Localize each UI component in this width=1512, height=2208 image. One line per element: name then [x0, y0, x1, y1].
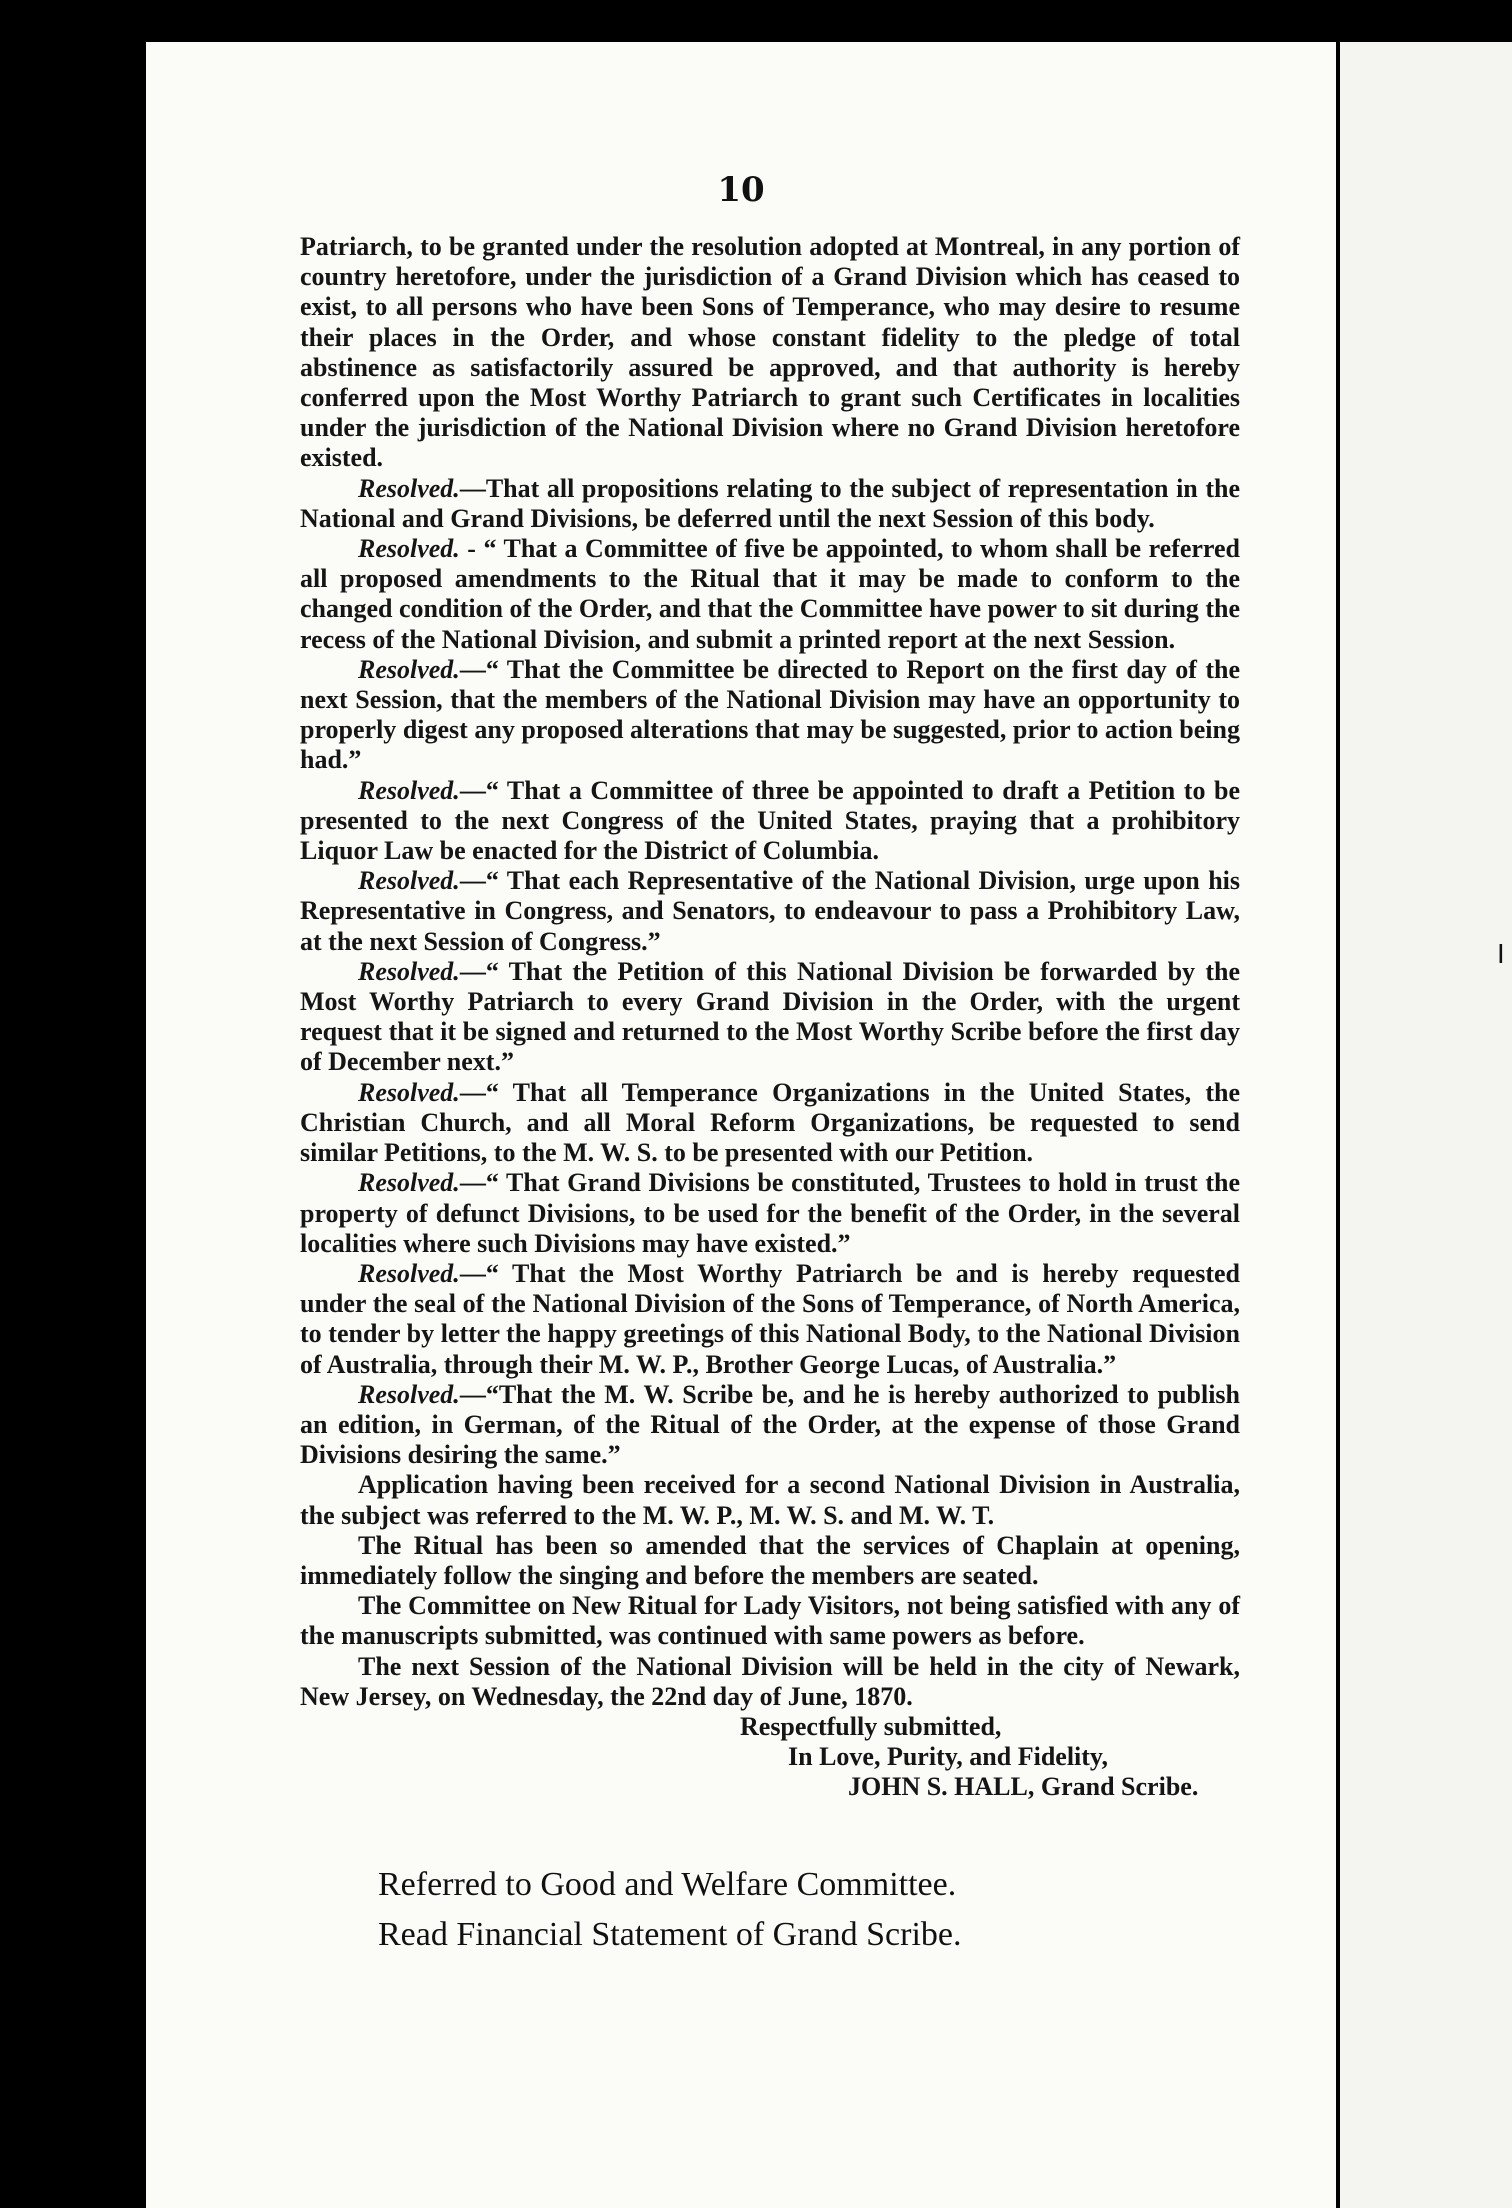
paragraph-text: The Committee on New Ritual for Lady Visitors, not being satisfied with any of the manuscripts submitted, was continued with same powers as before. [300, 1591, 1240, 1651]
resolution-text: —“ That all Temperance Organizations in the United States, the Christian Church, and all Moral Reform Organizations, be requested to send similar Petitions, to the M. W. S. to be presented with our Petition. [300, 1077, 1240, 1168]
resolved-label: Resolved. [358, 775, 460, 805]
paragraph [300, 1591, 1240, 1651]
page-number: 10 [717, 170, 765, 210]
adjacent-page-edge [1340, 42, 1512, 2208]
paragraph [300, 1470, 1240, 1530]
resolved-label: Resolved. [358, 534, 460, 564]
signature-name: JOHN S. HALL, Grand Scribe. [848, 1772, 1199, 1802]
footer-note: Referred to Good and Welfare Committee. [378, 1866, 957, 1903]
resolution [300, 1168, 1240, 1259]
resolution-text: —“ That the Most Worthy Patriarch be and is hereby requested under the seal of the National Division of the Sons of Temperance, of North America, to tender by letter the happy greetings of this National Body, to the National Division of Australia, through their M. W. P., Brother George Lucas, of Australia.” [300, 1258, 1240, 1379]
paragraph [300, 1531, 1240, 1591]
signature-block [300, 1712, 1240, 1803]
paragraph [300, 1652, 1240, 1712]
paragraph-text: The Ritual has been so amended that the services of Chaplain at opening, immediately follow the singing and before the members are seated. [300, 1530, 1240, 1590]
signature-valediction: In Love, Purity, and Fidelity, [788, 1742, 1108, 1772]
resolution-text: —“That the M. W. Scribe be, and he is hereby authorized to publish an edition, in German, of the Ritual of the Order, at the expense of those Grand Divisions desiring the same.” [300, 1379, 1240, 1470]
resolution [300, 1380, 1240, 1471]
resolution-text: —“ That the Petition of this National Division be forwarded by the Most Worthy Patriarch to every Grand Division in the Order, with the urgent request that it be signed and returned to the Most Worthy Scribe before the first day of December next.” [300, 956, 1240, 1077]
resolution [300, 1259, 1240, 1380]
resolution-text: —“ That the Committee be directed to Report on the first day of the next Session, that the members of the National Division may have an opportunity to properly digest any proposed alterations that may be suggested, prior to action being had.” [300, 654, 1240, 775]
paragraph [300, 232, 1240, 474]
resolution [300, 474, 1240, 534]
paragraph-text: Patriarch, to be granted under the resolution adopted at Montreal, in any portion of country heretofore, under the jurisdiction of a Grand Division which has ceased to exist, to all persons who have been Sons of Temperance, who may desire to resume their places in the Order, and whose constant fidelity to the pledge of total abstinence as satisfactorily assured be approved, and that authority is hereby conferred upon the Most Worthy Patriarch to grant such Certificates in localities under the jurisdiction of the National Division where no Grand Division heretofore existed. [300, 232, 1240, 473]
margin-mark: I [1497, 940, 1505, 970]
resolved-label: Resolved. [358, 1258, 460, 1288]
resolution-text: —“ That a Committee of three be appointed to draft a Petition to be presented to the next Congress of the United States, praying that a prohibitory Liquor Law be enacted for the District of Columbia. [300, 775, 1240, 866]
paragraph-text: Application having been received for a second National Division in Australia, the subject was referred to the M. W. P., M. W. S. and M. W. T. [300, 1470, 1240, 1530]
resolved-label: Resolved. [358, 956, 460, 986]
resolution [300, 534, 1240, 655]
resolution [300, 1078, 1240, 1169]
resolution [300, 655, 1240, 776]
resolution-text: - “ That a Committee of five be appointed, to whom shall be referred all proposed amendments to the Ritual that it may be made to conform to the changed condition of the Order, and that the Committee have power to sit during the recess of the National Division, and submit a printed report at the next Session. [300, 534, 1240, 654]
paragraph-text: The next Session of the National Division will be held in the city of Newark, New Jersey, on Wednesday, the 22nd day of June, 1870. [300, 1651, 1240, 1711]
resolved-label: Resolved. [358, 866, 460, 896]
resolution-text: —“ That Grand Divisions be constituted, Trustees to hold in trust the property of defunct Divisions, to be used for the benefit of the Order, in the several localities where such Divisions may have existed.” [300, 1168, 1240, 1258]
resolved-label: Resolved. [358, 654, 460, 684]
footer-notes [378, 1860, 1258, 1960]
footer-note: Read Financial Statement of Grand Scribe. [378, 1916, 962, 1953]
resolution [300, 866, 1240, 957]
signature-closing: Respectfully submitted, [740, 1711, 1002, 1741]
resolution [300, 776, 1240, 867]
resolved-label: Resolved. [358, 1379, 460, 1409]
body-text [300, 232, 1240, 1803]
resolved-label: Resolved. [358, 473, 460, 503]
resolved-label: Resolved. [358, 1168, 460, 1198]
resolution [300, 957, 1240, 1078]
resolution-text: —That all propositions relating to the subject of representation in the National and Grand Divisions, be deferred until the next Session of this body. [300, 473, 1240, 533]
resolved-label: Resolved. [358, 1077, 460, 1107]
resolution-text: —“ That each Representative of the National Division, urge upon his Representative in Congress, and Senators, to endeavour to pass a Prohibitory Law, at the next Session of Congress.” [300, 866, 1240, 956]
